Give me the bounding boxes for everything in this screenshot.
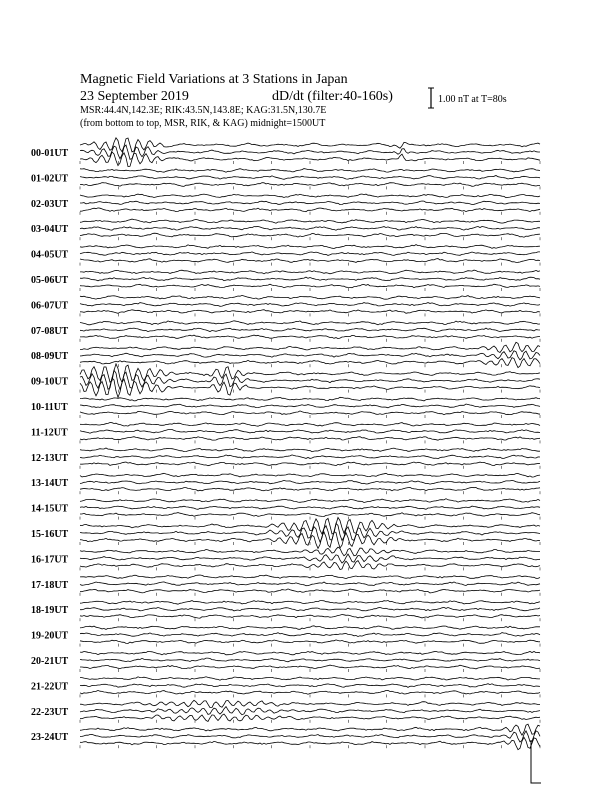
trace-kag: [80, 499, 540, 503]
hour-row: [31, 270, 540, 291]
trace-kag: [80, 518, 540, 535]
chart-title: Magnetic Field Variations at 3 Stations in Japan: [80, 72, 348, 87]
trace-msr: [80, 532, 540, 549]
trace-kag: [80, 169, 540, 173]
hour-row: [31, 448, 540, 469]
trace-rik: [80, 455, 540, 459]
trace-kag: [80, 219, 540, 223]
trace-msr: [80, 462, 540, 466]
trace-rik: [80, 351, 540, 360]
hour-row: [31, 245, 540, 266]
hour-row-label: 12-13UT: [31, 452, 69, 464]
hour-row-label: 16-17UT: [31, 554, 69, 566]
trace-rik: [80, 227, 540, 231]
hour-row-label: 17-18UT: [31, 579, 69, 591]
trace-msr: [80, 335, 540, 339]
trace-kag: [80, 270, 540, 274]
trace-rik: [80, 201, 540, 205]
trace-rik: [80, 404, 540, 408]
hour-row-label: 18-19UT: [31, 605, 69, 617]
hour-row-label: 05-06UT: [31, 275, 69, 286]
hour-row-label: 02-03UT: [31, 198, 69, 210]
trace-msr: [80, 615, 540, 619]
hour-row: [31, 499, 540, 520]
trace-msr: [80, 183, 540, 187]
trace-rik: [80, 145, 540, 159]
hour-row-label: 07-08UT: [31, 325, 69, 337]
hour-row-label: 04-05UT: [31, 249, 69, 261]
trace-kag: [80, 700, 540, 707]
trace-kag: [80, 423, 540, 427]
trace-kag: [80, 677, 540, 680]
trace-kag: [80, 295, 540, 299]
hour-row: [31, 547, 540, 570]
scale-bar: [428, 88, 434, 108]
trace-msr: [80, 513, 540, 517]
trace-rik: [80, 506, 540, 509]
chart-filter: dD/dt (filter:40-160s): [272, 89, 393, 104]
hour-row: [31, 397, 540, 418]
hour-row: [31, 423, 540, 444]
trace-msr: [80, 378, 540, 397]
trace-rik: [80, 633, 540, 637]
trace-rik: [80, 731, 540, 742]
trace-kag: [80, 601, 540, 605]
trace-kag: [80, 245, 540, 249]
trace-msr: [80, 259, 540, 263]
hour-row-label: 21-22UT: [31, 681, 69, 693]
trace-kag: [80, 194, 540, 198]
trace-msr: [80, 589, 540, 593]
hour-row: [31, 677, 540, 698]
trace-rik: [80, 684, 540, 688]
station-coordinates: MSR:44.4N,142.3E; RIK:43.5N,143.8E; KAG:31.5N,130.7E: [80, 105, 327, 116]
trace-rik: [80, 607, 540, 611]
trace-rik: [80, 430, 540, 434]
hour-row: [31, 138, 540, 167]
hour-row: [31, 219, 540, 240]
hour-row-label: 19-20UT: [31, 630, 69, 642]
trace-msr: [80, 152, 540, 167]
trace-msr: [80, 437, 540, 441]
hour-row: [31, 518, 540, 549]
hour-row: [31, 473, 540, 494]
trace-rik: [80, 658, 540, 662]
hour-row-label: 22-23UT: [31, 706, 69, 718]
trace-msr: [80, 233, 540, 237]
hour-row-label: 10-11UT: [31, 402, 68, 413]
hour-row-label: 00-01UT: [31, 148, 69, 159]
trace-kag: [80, 397, 540, 401]
trace-msr: [80, 284, 540, 288]
trace-msr: [80, 208, 540, 212]
trace-msr: [80, 487, 540, 491]
trace-rik: [80, 480, 540, 484]
hour-row-label: 20-21UT: [31, 656, 69, 667]
trace-kag: [80, 575, 540, 579]
trace-rik: [80, 707, 540, 715]
hour-row: [31, 169, 540, 190]
scale-bar-label: 1.00 nT at T=80s: [438, 94, 507, 105]
hour-row-label: 08-09UT: [31, 351, 69, 363]
trace-kag: [80, 547, 540, 556]
trace-kag: [80, 342, 540, 352]
hour-row: [31, 601, 540, 622]
hour-row: [31, 575, 540, 596]
hour-row-label: 11-12UT: [31, 427, 68, 439]
hour-row-label: 14-15UT: [31, 503, 69, 515]
hour-row-label: 01-02UT: [31, 173, 69, 185]
trace-rik: [80, 582, 540, 586]
chart-date: 23 September 2019: [80, 89, 189, 104]
trace-msr: [80, 310, 540, 314]
trace-kag: [80, 724, 540, 735]
trace-rik: [80, 328, 540, 332]
hour-row: [31, 364, 540, 398]
hour-row: [31, 651, 540, 672]
trace-msr: [80, 690, 540, 694]
hour-row-label: 06-07UT: [31, 300, 69, 312]
hour-row: [31, 724, 540, 750]
trace-kag: [80, 473, 540, 477]
hour-row-label: 03-04UT: [31, 224, 69, 236]
hour-row: [31, 321, 540, 342]
trace-kag: [80, 448, 540, 452]
trace-msr: [80, 665, 540, 669]
hour-row-label: 23-24UT: [31, 732, 69, 744]
hour-row: [31, 295, 540, 316]
trace-rik: [80, 303, 540, 307]
trace-kag: [80, 321, 540, 325]
trace-rik: [80, 252, 540, 256]
hour-row-label: 13-14UT: [31, 478, 69, 490]
hour-row: [31, 342, 540, 367]
trace-kag: [80, 138, 540, 152]
trace-msr: [80, 411, 540, 415]
hour-row: [31, 626, 540, 647]
trace-order-note: (from bottom to top, MSR, RIK, & KAG) midnight=1500UT: [80, 118, 326, 129]
hour-row-label: 09-10UT: [31, 376, 69, 388]
hour-row: [31, 194, 540, 215]
trace-msr: [80, 640, 540, 644]
trace-rik: [80, 277, 540, 281]
trace-rik: [80, 554, 540, 563]
trace-rik: [80, 176, 540, 180]
trace-kag: [80, 626, 540, 630]
hour-row: [31, 700, 540, 723]
hour-row-label: 15-16UT: [31, 529, 69, 540]
trace-kag: [80, 651, 540, 654]
